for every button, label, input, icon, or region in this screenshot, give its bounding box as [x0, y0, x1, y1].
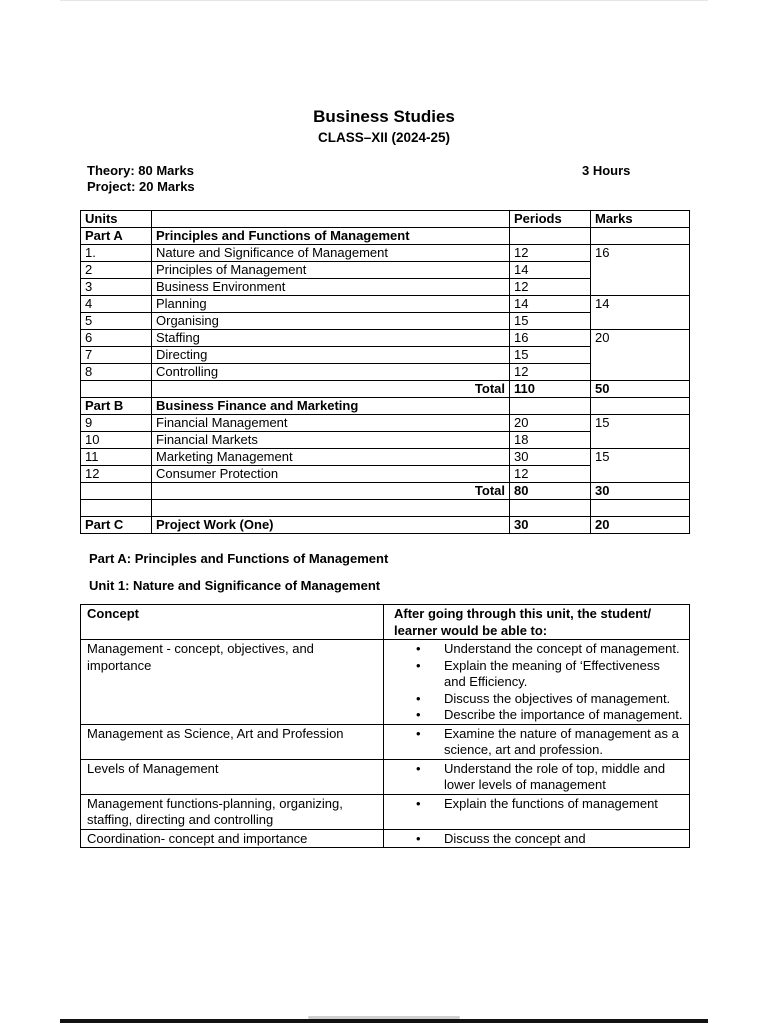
unit-periods: 20	[510, 415, 591, 432]
unit-periods: 30	[510, 449, 591, 466]
outcome-item: • Discuss the concept and	[444, 831, 683, 848]
unit-table-header	[81, 605, 690, 640]
part-label: Part B	[81, 398, 152, 415]
class-subtitle: CLASS–XII (2024-25)	[317, 130, 451, 145]
total-label: Total	[152, 483, 510, 500]
table-row	[81, 759, 690, 794]
part-b-row	[81, 398, 690, 415]
unit-name: Financial Markets	[152, 432, 510, 449]
unit-periods: 12	[510, 245, 591, 262]
concept-cell: Management - concept, objectives, and importance	[81, 640, 384, 725]
unit-number: 5	[81, 313, 152, 330]
total-row	[81, 381, 690, 398]
concept-cell: Management functions-planning, organizing, staffing, directing and controlling	[81, 794, 384, 829]
part-c-row	[81, 517, 690, 534]
outcome-item: • Explain the meaning of ‘Effectiveness and Efficiency.	[444, 658, 683, 691]
total-periods: 110	[510, 381, 591, 398]
table-row	[81, 296, 690, 313]
page-title: Business Studies	[313, 107, 455, 126]
concept-cell: Management as Science, Art and Profession	[81, 724, 384, 759]
unit-marks: 16	[591, 245, 690, 296]
unit-periods: 16	[510, 330, 591, 347]
header-marks: Marks	[591, 211, 690, 228]
outcome-cell	[384, 724, 690, 759]
unit-name: Financial Management	[152, 415, 510, 432]
unit-periods: 12	[510, 279, 591, 296]
total-periods: 80	[510, 483, 591, 500]
outcome-list	[390, 761, 683, 794]
unit-periods: 15	[510, 347, 591, 364]
concept-cell: Coordination- concept and importance	[81, 829, 384, 848]
unit-marks: 15	[591, 449, 690, 483]
total-marks: 50	[591, 381, 690, 398]
unit-name: Controlling	[152, 364, 510, 381]
unit-number: 6	[81, 330, 152, 347]
outcome-item: • Understand the role of top, middle and lower levels of management	[444, 761, 683, 794]
unit-number: 12	[81, 466, 152, 483]
table-row	[81, 245, 690, 262]
unit-name: Organising	[152, 313, 510, 330]
table-row	[81, 415, 690, 432]
unit-periods: 18	[510, 432, 591, 449]
part-title: Business Finance and Marketing	[152, 398, 510, 415]
header-concept: Concept	[81, 605, 384, 640]
unit-name: Planning	[152, 296, 510, 313]
header-units: Units	[81, 211, 152, 228]
outcome-item: • Explain the functions of management	[444, 796, 683, 813]
unit-number: 4	[81, 296, 152, 313]
bottom-divider	[60, 1019, 708, 1023]
table-row	[81, 330, 690, 347]
unit-number: 2	[81, 262, 152, 279]
unit-number: 8	[81, 364, 152, 381]
total-marks: 30	[591, 483, 690, 500]
concept-cell: Levels of Management	[81, 759, 384, 794]
unit-marks: 14	[591, 296, 690, 330]
part-a-row	[81, 228, 690, 245]
exam-duration: 3 Hours	[582, 163, 631, 178]
unit-name: Staffing	[152, 330, 510, 347]
outcome-item: • Understand the concept of management.	[444, 641, 683, 658]
unit-name: Consumer Protection	[152, 466, 510, 483]
unit-name: Business Environment	[152, 279, 510, 296]
part-periods: 30	[510, 517, 591, 534]
header-periods: Periods	[510, 211, 591, 228]
unit-marks: 15	[591, 415, 690, 449]
table-row	[81, 829, 690, 848]
part-marks: 20	[591, 517, 690, 534]
outcome-list	[390, 831, 683, 848]
total-row	[81, 483, 690, 500]
unit-number: 3	[81, 279, 152, 296]
unit-1-concept-table	[80, 604, 690, 848]
spacer-row	[81, 500, 690, 517]
part-title: Project Work (One)	[152, 517, 510, 534]
unit-periods: 15	[510, 313, 591, 330]
unit-number: 7	[81, 347, 152, 364]
unit-periods: 14	[510, 296, 591, 313]
table-row	[81, 449, 690, 466]
top-divider	[60, 0, 708, 1]
unit-name: Marketing Management	[152, 449, 510, 466]
unit-number: 1.	[81, 245, 152, 262]
marks-distribution-table	[80, 210, 690, 534]
outcome-cell	[384, 829, 690, 848]
unit-number: 10	[81, 432, 152, 449]
outcome-item: • Examine the nature of management as a science, art and profession.	[444, 726, 683, 759]
project-marks: Project: 20 Marks	[87, 179, 195, 194]
part-label: Part C	[81, 517, 152, 534]
unit-marks: 20	[591, 330, 690, 381]
unit-periods: 12	[510, 364, 591, 381]
unit-periods: 14	[510, 262, 591, 279]
outcome-list	[390, 641, 683, 724]
outcome-cell	[384, 794, 690, 829]
outcome-list	[390, 796, 683, 813]
unit-periods: 12	[510, 466, 591, 483]
outcome-cell	[384, 640, 690, 725]
table-row	[81, 640, 690, 725]
part-a-heading: Part A: Principles and Functions of Management	[89, 551, 389, 566]
part-title: Principles and Functions of Management	[152, 228, 510, 245]
outcome-item: • Discuss the objectives of management.	[444, 691, 683, 708]
table-row	[81, 794, 690, 829]
theory-marks: Theory: 80 Marks	[87, 163, 194, 178]
unit-number: 11	[81, 449, 152, 466]
table-header-row	[81, 211, 690, 228]
outcome-item: • Describe the importance of management.	[444, 707, 683, 724]
part-label: Part A	[81, 228, 152, 245]
outcome-list	[390, 726, 683, 759]
table-row	[81, 724, 690, 759]
total-label: Total	[152, 381, 510, 398]
unit-name: Directing	[152, 347, 510, 364]
unit-name: Principles of Management	[152, 262, 510, 279]
header-learning-outcome: After going through this unit, the student/ learner would be able to:	[384, 605, 690, 640]
unit-name: Nature and Significance of Management	[152, 245, 510, 262]
outcome-cell	[384, 759, 690, 794]
unit-number: 9	[81, 415, 152, 432]
unit-1-heading: Unit 1: Nature and Significance of Management	[89, 578, 381, 593]
